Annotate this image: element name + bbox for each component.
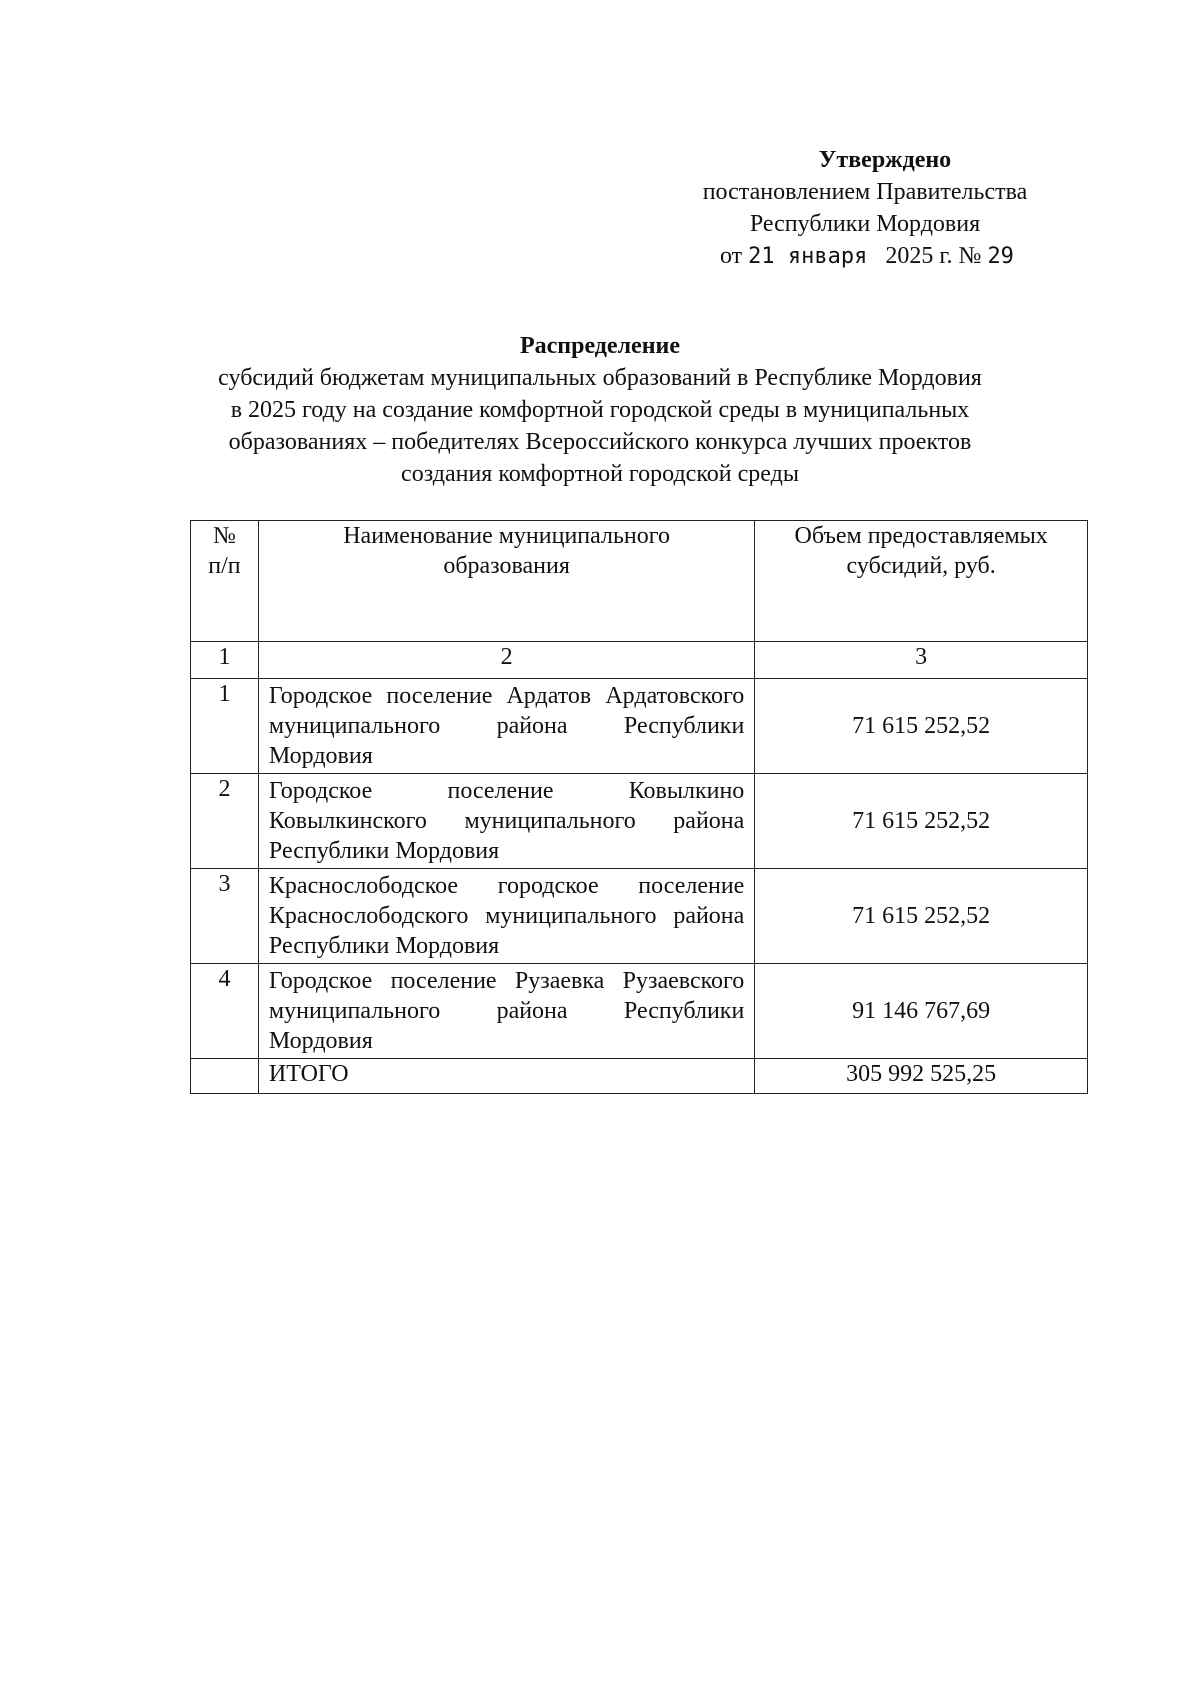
row-municipality-name: Городское поселение Рузаевка Рузаевского муниципального района Республики Мордовия: [258, 964, 754, 1059]
table-index-row: [191, 642, 1088, 679]
row-number: 3: [191, 869, 259, 964]
header-amount: [755, 521, 1088, 642]
table-row: [191, 964, 1088, 1059]
row-amount: 71 615 252,52: [755, 869, 1088, 964]
table-row: [191, 774, 1088, 869]
header-name: [258, 521, 754, 642]
header-number-abbr: п/п: [208, 553, 241, 579]
row-amount: 91 146 767,69: [755, 964, 1088, 1059]
row-amount: 71 615 252,52: [755, 774, 1088, 869]
row-number: 4: [191, 964, 259, 1059]
row-amount: 71 615 252,52: [755, 679, 1088, 774]
approval-title: Утверждено: [818, 147, 952, 173]
table-total-row: [191, 1059, 1088, 1094]
total-number-empty: [191, 1059, 259, 1094]
total-amount: 305 992 525,25: [755, 1059, 1088, 1094]
row-number: 2: [191, 774, 259, 869]
approval-block: [640, 144, 1090, 273]
approval-number: 29: [987, 244, 1014, 269]
approval-region-line: Республики Мордовия: [749, 211, 981, 237]
document-title: Распределение: [519, 333, 681, 359]
document-subtitle-line-2: в 2025 году на создание комфортной городской среды в муниципальных: [230, 397, 970, 423]
approval-date-day-month: 21 января: [748, 244, 868, 269]
row-municipality-name: Краснослободское городское поселение Краснослободского муниципального района Республики Мордовия: [258, 869, 754, 964]
row-municipality-name: Городское поселение Ковылкино Ковылкинского муниципального района Республики Мордовия: [258, 774, 754, 869]
approval-issuer-line: постановлением Правительства: [702, 179, 1028, 205]
row-number: 1: [191, 679, 259, 774]
header-number-sign: №: [213, 523, 236, 549]
total-label: ИТОГО: [258, 1059, 754, 1094]
document-subtitle-line-1: субсидий бюджетам муниципальных образований в Республике Мордовия: [218, 365, 982, 391]
index-cell-3: 3: [755, 642, 1088, 679]
header-name-text: Наименование муниципального образования: [343, 523, 671, 579]
approval-date-line: [640, 240, 1090, 273]
header-amount-text: Объем предоставляемых субсидий, руб.: [794, 523, 1048, 579]
table-row: [191, 679, 1088, 774]
header-number: [191, 521, 259, 642]
document-subtitle-line-3: образованиях – победителях Всероссийского конкурса лучших проектов: [228, 429, 972, 455]
index-cell-1: 1: [191, 642, 259, 679]
table-header-row: [191, 521, 1088, 642]
document-subtitle-line-4: создания комфортной городской среды: [401, 461, 799, 487]
row-municipality-name: Городское поселение Ардатов Ардатовского муниципального района Республики Мордовия: [258, 679, 754, 774]
approval-date-prefix: от: [720, 243, 743, 269]
approval-date-year: 2025 г. №: [885, 243, 982, 269]
table-row: [191, 869, 1088, 964]
index-cell-2: 2: [258, 642, 754, 679]
distribution-table: [190, 520, 1088, 1094]
document-heading: [150, 330, 1050, 490]
